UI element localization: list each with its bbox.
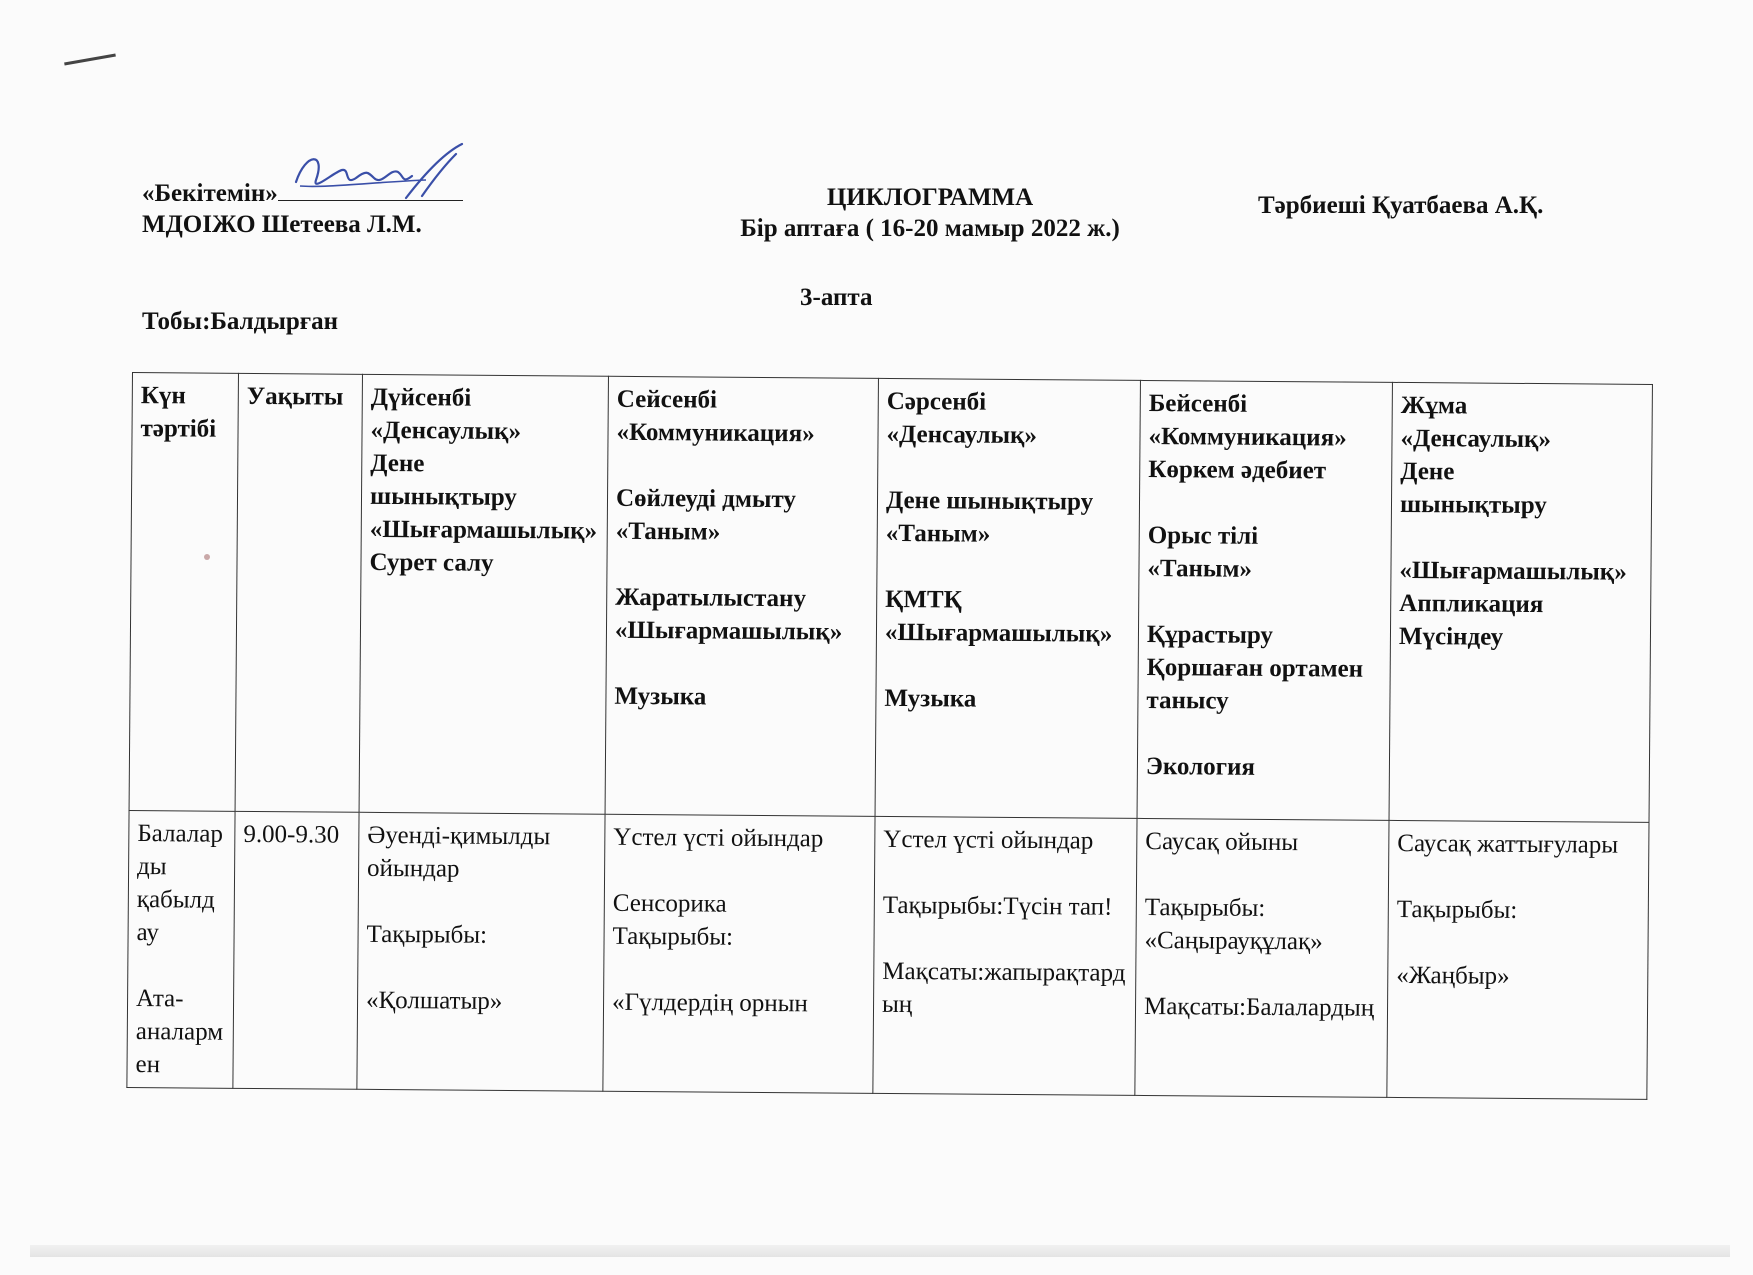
cell-line (885, 550, 1130, 585)
cell-line: «Денсаулық» (370, 416, 522, 446)
period: Бір аптаға ( 16-20 мамыр 2022 ж.) (740, 215, 1120, 242)
page-title: ЦИКЛОГРАММА (826, 184, 1034, 211)
cell-line (1144, 957, 1379, 992)
cell-text (884, 385, 1132, 717)
cell-line: «Таным» (1147, 554, 1253, 583)
cell-line (612, 953, 865, 988)
cell-line (885, 649, 1130, 684)
cell-line: «Коммуникация» (616, 418, 815, 448)
cell-line: тәртібі (140, 415, 217, 443)
table-header-row (129, 373, 1652, 823)
approver-name: МДОІЖО Шетеева Л.М. (142, 211, 422, 238)
cell-line: Тақырыбы: (1144, 893, 1266, 922)
cell-line (615, 548, 868, 583)
cell-line: Музыка (884, 684, 977, 713)
cell-line: Көркем әдебиет (1148, 455, 1327, 485)
cell-line: Дүйсенбі (370, 383, 472, 412)
cell-line: Тақырыбы: (366, 920, 488, 949)
cell-text (1399, 389, 1644, 655)
cell-line (1145, 858, 1380, 893)
cell-line: шынықтыру (369, 482, 517, 512)
cell-text (614, 383, 870, 715)
cell-line: шынықтыру (1399, 490, 1547, 520)
teacher-name: Тәрбиеші Қуатбаева А.Қ. (1258, 192, 1544, 219)
cell-line: Сурет салу (369, 548, 494, 577)
cell-line: Әуенді-қимылды ойындар (367, 821, 551, 883)
cell-line: «Қолшатыр» (365, 986, 503, 1015)
cell-line: «Таным» (885, 519, 991, 548)
cell-routine (127, 810, 235, 1088)
cell-line: Экология (1145, 752, 1256, 781)
cell-line: Саусақ жаттығулары (1397, 829, 1619, 859)
cyclogram-table (126, 372, 1653, 1100)
cell-line: Саусақ ойыны (1145, 827, 1299, 857)
header-cell-monday (359, 374, 608, 814)
cell-line (882, 922, 1127, 957)
cell-line: Сөйлеуді дмыту (615, 484, 796, 514)
cell-line: «Коммуникация» (1148, 422, 1347, 452)
cell-line: «Жаңбыр» (1396, 961, 1510, 990)
title-block (700, 182, 1160, 244)
cell-line: ҚМТҚ (885, 585, 962, 614)
header-cell-friday (1389, 382, 1652, 822)
cell-line: Аппликация (1399, 589, 1544, 619)
cell-line: «Шығармашылық» (614, 616, 843, 646)
cell-text (366, 819, 597, 1019)
cell-line: Сенсорика (612, 889, 727, 918)
cell-line (1146, 717, 1381, 752)
cell-line (1396, 926, 1639, 961)
cell-text (1144, 825, 1381, 1025)
cell-line: «Шығармашылық» (884, 618, 1113, 648)
cell-line: Тақырыбы:Түсін тап! (882, 891, 1113, 921)
cell-line: «Таным» (615, 517, 721, 546)
header-cell-time (235, 373, 362, 812)
header-cell-daily-routine (129, 373, 238, 812)
cell-line: Жұма (1400, 391, 1468, 420)
cell-line: «Гүлдердің орнын (611, 988, 808, 1018)
cell-line: Сәрсенбі (886, 387, 987, 416)
week-label: 3-апта (800, 284, 873, 311)
cell-line (615, 647, 868, 682)
cell-line: Тақырыбы: (612, 922, 734, 951)
header-cell-thursday (1137, 380, 1392, 820)
header-cell-tuesday (605, 376, 878, 816)
cell-line (367, 885, 596, 920)
cell-text (243, 818, 350, 852)
cell-line (613, 854, 866, 889)
cell-line: Бейсенбі (1148, 389, 1248, 418)
cell-friday (1387, 820, 1649, 1099)
group-label: Тобы:Балдырған (142, 308, 338, 335)
cell-line (883, 856, 1128, 891)
cell-line: 9.00-9.30 (243, 820, 340, 849)
cell-line: Қоршаған ортамен танысу (1146, 653, 1364, 715)
cell-line: Құрастыру (1146, 620, 1274, 649)
cell-line: Мақсаты:жапырақтардың (881, 957, 1126, 1019)
cell-text (1146, 387, 1384, 785)
cell-wednesday (873, 816, 1137, 1095)
cell-line: «Денсаулық» (886, 420, 1038, 450)
cell-line: «Саңырауқұлақ» (1144, 926, 1323, 956)
table-row (127, 810, 1649, 1099)
cell-text (882, 823, 1129, 1023)
cell-line: Ата-аналармен (135, 985, 224, 1079)
cell-line (366, 951, 595, 986)
cell-text (140, 379, 230, 446)
cell-text (247, 380, 354, 414)
cell-line: Үстел үсті ойындар (883, 825, 1094, 855)
cell-text (612, 821, 867, 1021)
header-cell-wednesday (875, 378, 1140, 818)
cell-line (136, 949, 225, 983)
cell-text (135, 817, 226, 1082)
cell-line (616, 449, 869, 484)
cell-line: Мүсіндеу (1398, 622, 1504, 651)
cell-line: Сейсенбі (616, 385, 718, 414)
cell-text (369, 381, 600, 581)
cell-line: «Шығармашылық» (369, 515, 598, 545)
cell-line: Үстел үсті ойындар (613, 823, 824, 853)
cell-line: Дене (370, 449, 425, 478)
cell-line: Тақырыбы: (1396, 895, 1518, 924)
signature-icon (286, 142, 476, 210)
cell-time (233, 811, 359, 1089)
cell-line: Орыс тілі (1147, 521, 1259, 550)
document-header (0, 0, 1753, 360)
cell-line: Балаларды қабылдау (136, 820, 224, 947)
cell-line: Жаратылыстану (615, 583, 807, 613)
cell-line: Дене шынықтыру (885, 486, 1094, 516)
cell-line (1400, 521, 1643, 556)
cell-tuesday (603, 814, 875, 1093)
cell-line (1147, 585, 1382, 620)
cell-line (1148, 486, 1383, 521)
cell-thursday (1135, 818, 1389, 1097)
cell-line (886, 451, 1131, 486)
cell-text (1396, 827, 1640, 994)
cell-line: «Шығармашылық» (1399, 556, 1627, 586)
cell-line: Дене (1400, 457, 1455, 486)
cell-line (1397, 860, 1640, 895)
cell-line: «Денсаулық» (1400, 424, 1552, 454)
cell-line: Уақыты (246, 382, 344, 411)
cell-monday (357, 812, 605, 1091)
cell-line: Күн (140, 382, 186, 410)
approve-label: «Бекітемін» (142, 180, 278, 207)
cell-line: Мақсаты:Балалардың (1143, 992, 1375, 1022)
cell-line: Музыка (614, 682, 707, 711)
scan-edge (30, 1245, 1730, 1257)
